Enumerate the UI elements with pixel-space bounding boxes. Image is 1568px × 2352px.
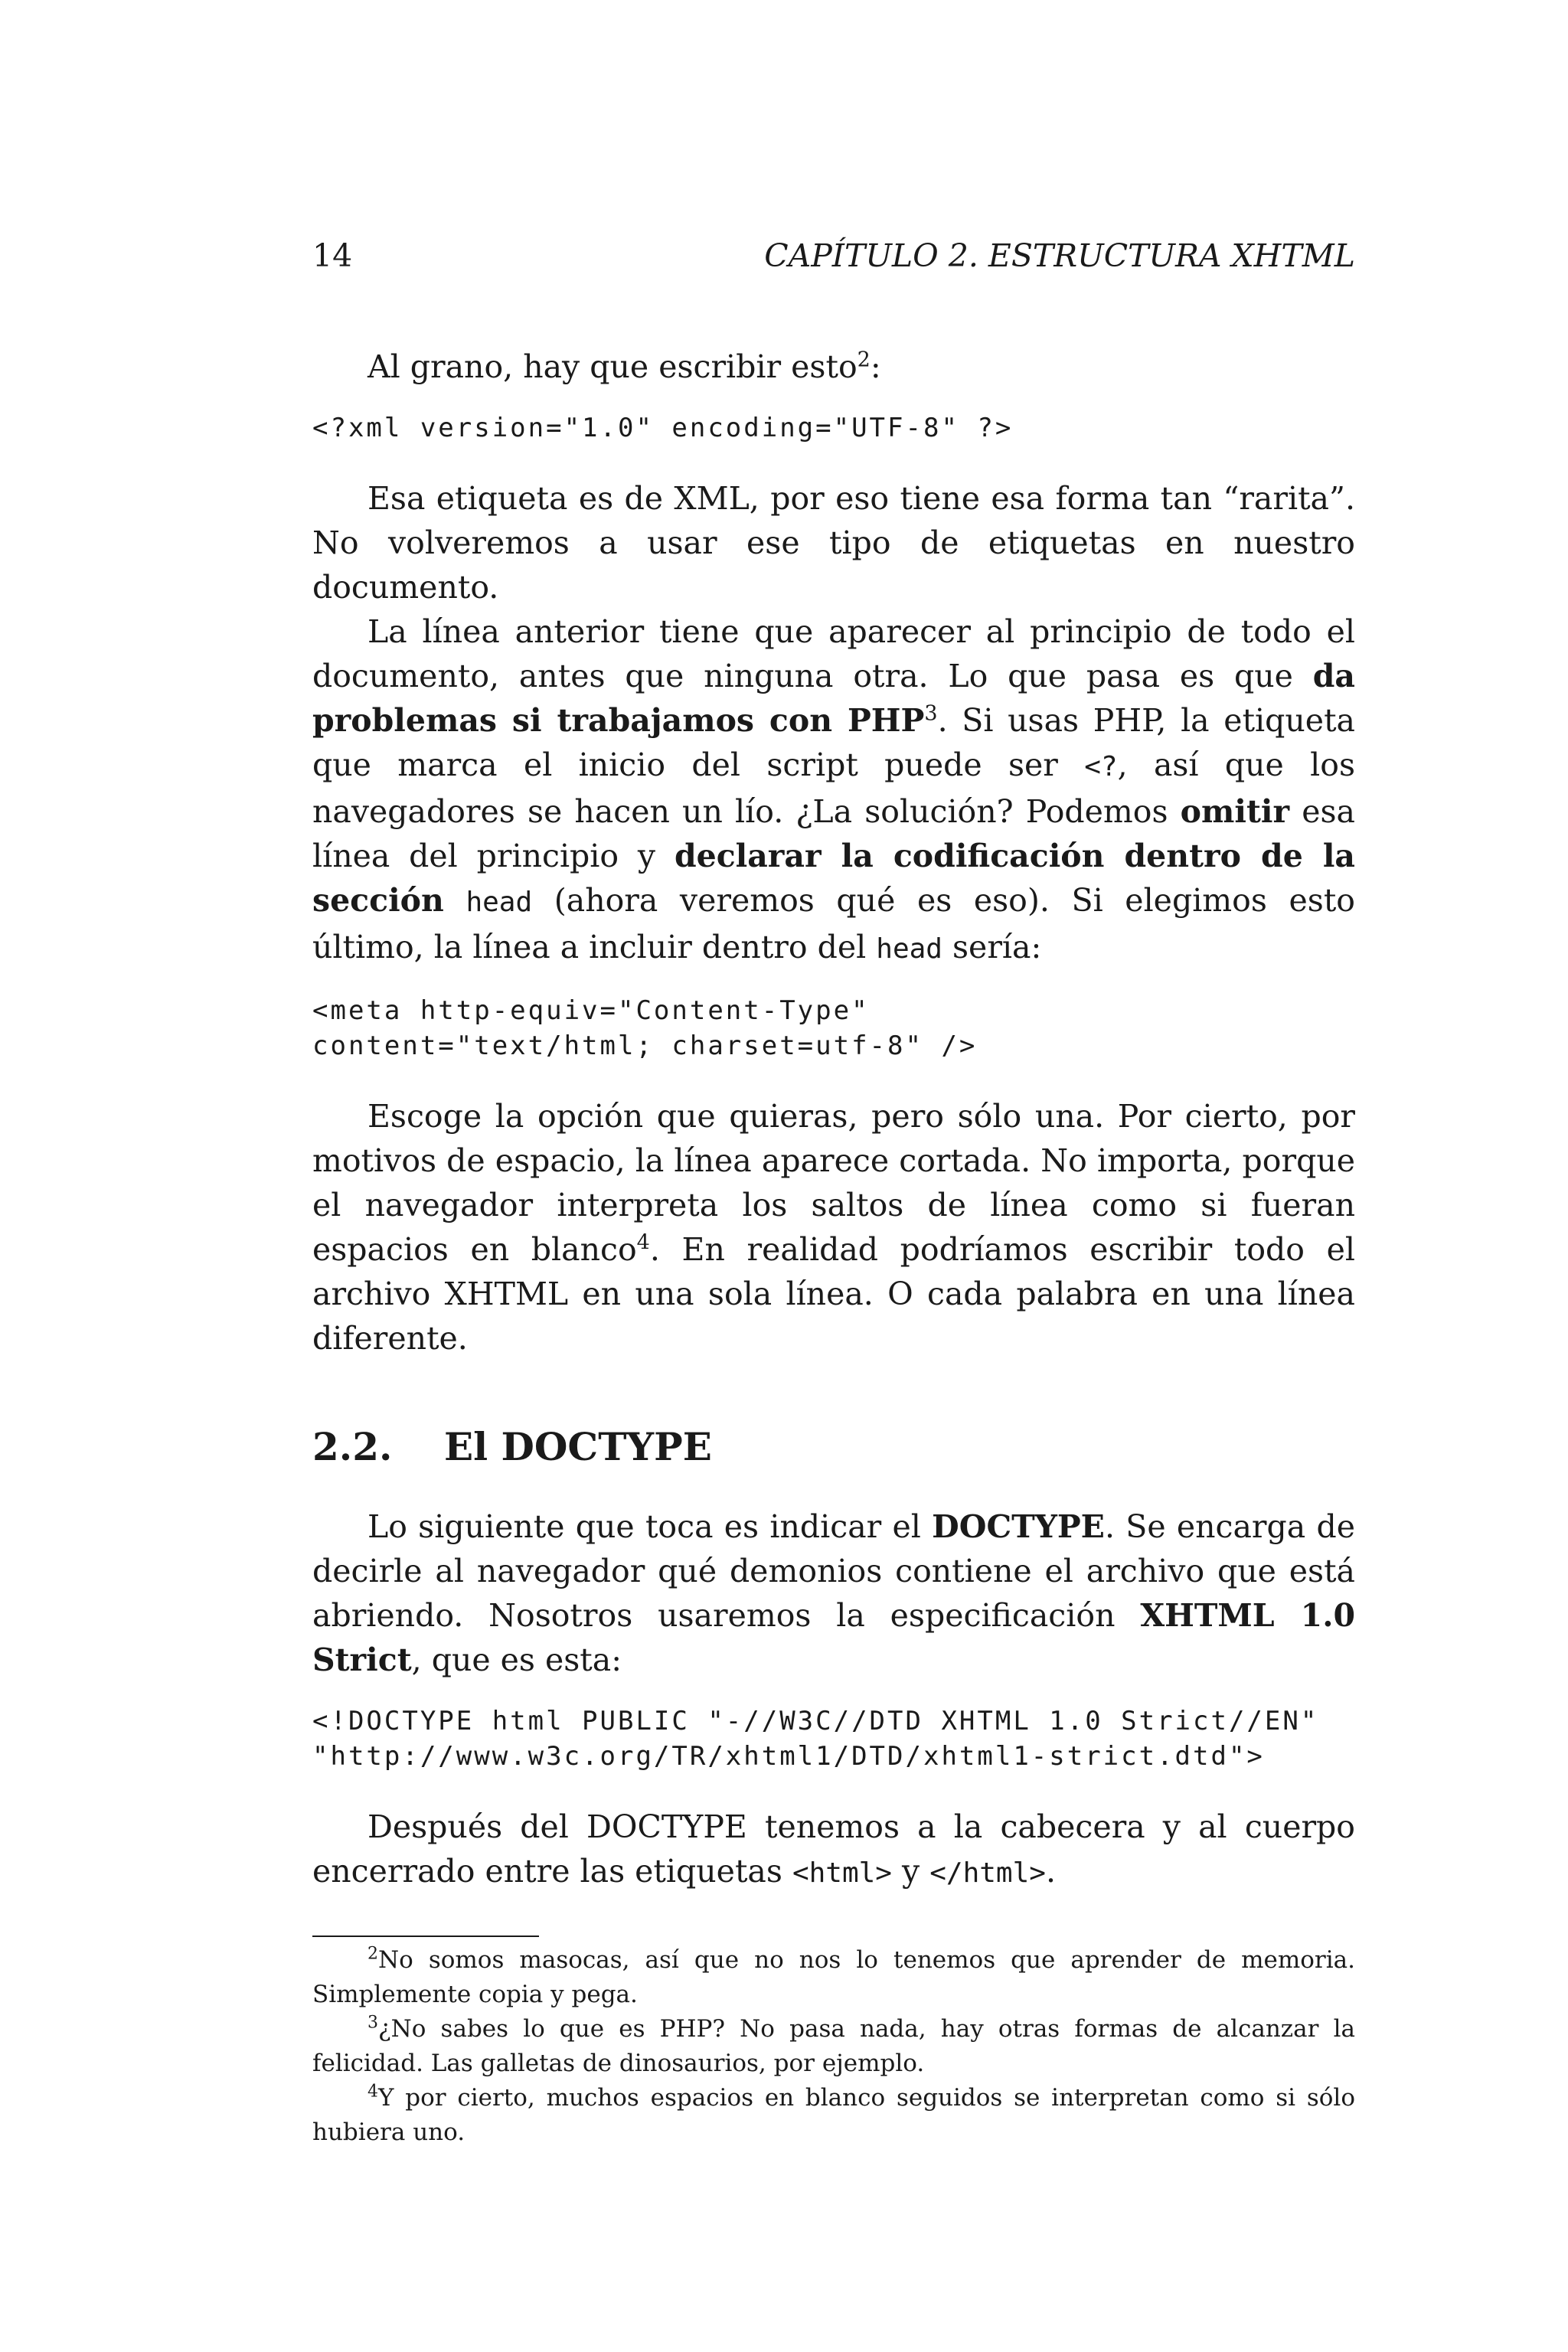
code-block-meta-tag: <meta http-equiv="Content-Type" content="text/html; charset=utf-8" />: [312, 995, 978, 1061]
footnote-ref-4: 4: [636, 1230, 650, 1255]
paragraph-xml-tag: Esa etiqueta es de XML, por eso tiene esa forma tan “rarita”. No volveremos a usar ese tipo de etiquetas en nuestro documento.: [312, 480, 1355, 606]
footnotes: [312, 1943, 1355, 2150]
section-title: El DOCTYPE: [444, 1424, 712, 1469]
document-page: [312, 0, 1355, 2352]
section-heading: [312, 1420, 1355, 1474]
paragraph-choose-option: Escoge la opción que quieras, pero sólo una. Por cierto, por motivos de espacio, la línea aparece cortada. No importa, porque el navegador interpreta los saltos de línea como si fueran espacios en blanco$^4$. En realidad podríamos escribir todo el archivo XHTML en una sola línea. O cada palabra en una línea diferente.: [312, 1098, 1355, 1357]
paragraph-after-doctype: Después del DOCTYPE tenemos a la cabecera y al cuerpo encerrado entre las etiquetas <html> y </html>.: [312, 1808, 1355, 1890]
footnote-ref-2: 2: [857, 348, 871, 372]
code-block-xml-declaration: <?xml version="1.0" encoding="UTF-8" ?>: [312, 413, 1014, 443]
footnote-ref-3: 3: [924, 701, 938, 726]
chapter-title: CAPÍTULO 2. ESTRUCTURA XHTML: [764, 237, 1355, 274]
page-body: [312, 345, 1355, 2150]
footnote-2: $^2$No somos masocas, así que no nos lo tenemos que aprender de memoria. Simplemente copia y pega.: [312, 1944, 1355, 2008]
paragraph-intro: Al grano, hay que escribir esto$^2$:: [368, 348, 881, 385]
running-header: [312, 234, 1355, 278]
paragraph-php-problem: La línea anterior tiene que aparecer al principio de todo el documento, antes que ninguna otra. Lo que pasa es que da problemas si trabajamos con PHP$^3$. Si usas PHP, la etiqueta que marca el inicio del script puede ser <?, así que los navegadores se hacen un lío. ¿La solución? Podemos omitir esa línea del principio y declarar la codificación dentro de la sección head (ahora veremos qué es eso). Si elegimos esto último, la línea a incluir dentro del head sería:: [312, 613, 1355, 965]
paragraph-doctype: Lo siguiente que toca es indicar el DOCTYPE. Se encarga de decirle al navegador qué demonios contiene el archivo que está abriendo. Nosotros usaremos la especificación XHTML 1.0 Strict, que es esta:: [312, 1508, 1356, 1678]
page-number: 14: [312, 237, 353, 274]
footnote-3: $^3$¿No sabes lo que es PHP? No pasa nada, hay otras formas de alcanzar la felicidad. Las galletas de dinosaurios, por ejemplo.: [312, 2013, 1355, 2077]
code-block-doctype: <!DOCTYPE html PUBLIC "-//W3C//DTD XHTML 1.0 Strict//EN" "http://www.w3c.org/TR/xhtml1/DTD/xhtml1-strict.dtd">: [312, 1706, 1319, 1772]
footnote-separator: [312, 1936, 539, 1937]
section-number: 2.2.: [312, 1424, 393, 1469]
footnote-4: $^4$Y por cierto, muchos espacios en blanco seguidos se interpretan como si sólo hubiera uno.: [312, 2082, 1355, 2146]
